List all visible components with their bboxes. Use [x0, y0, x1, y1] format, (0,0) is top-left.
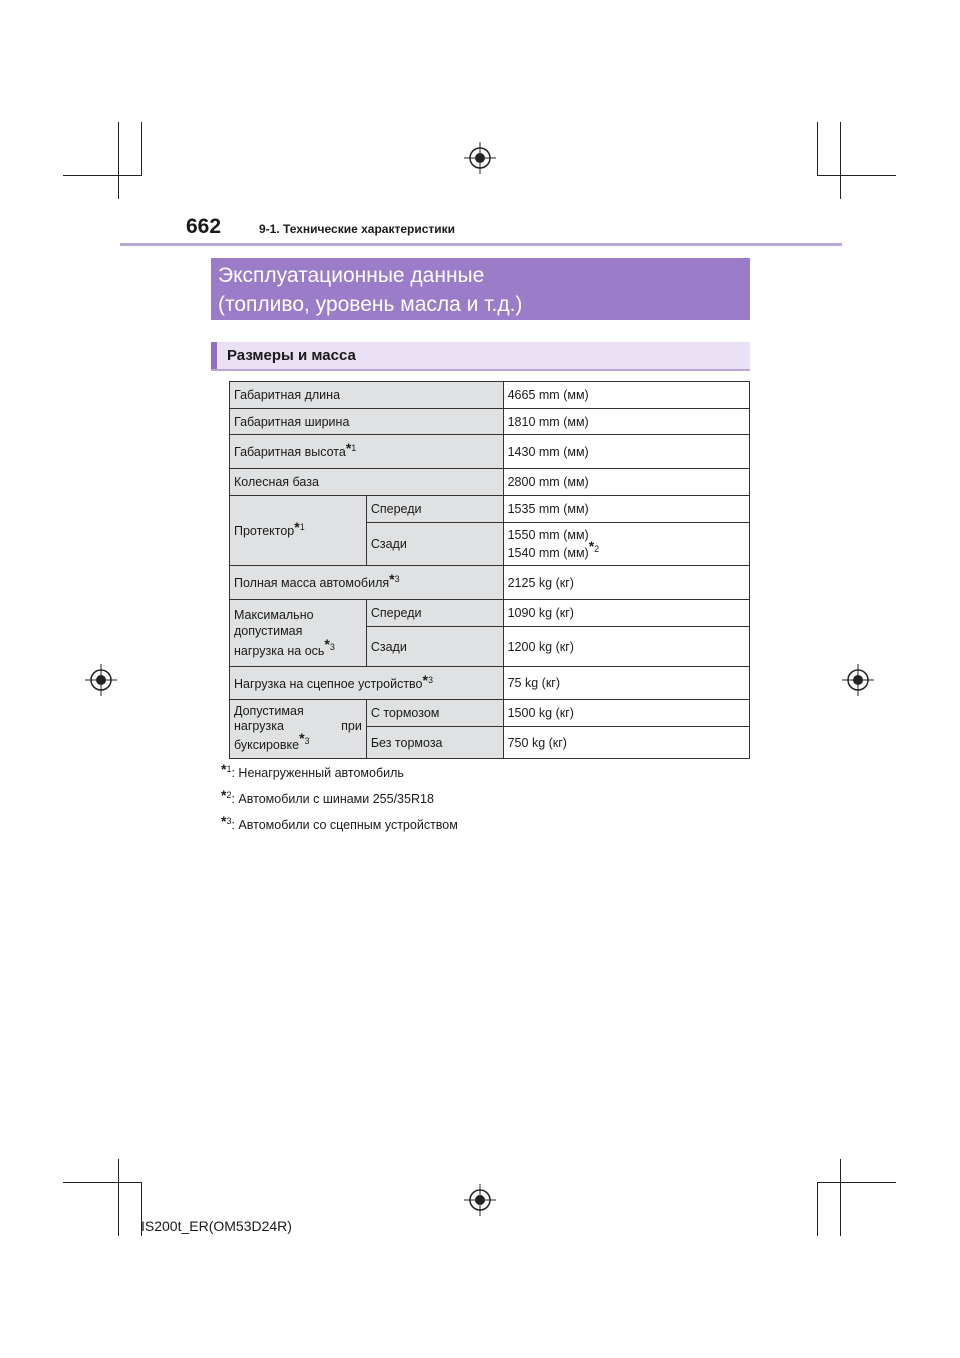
row-label: Колесная база [230, 469, 504, 496]
table-row [230, 469, 750, 496]
row-label: Допустимая нагрузка при буксировке*$^3$ [230, 700, 367, 759]
row-value: 4665 mm (мм) [503, 382, 749, 409]
footnote: *$^3$: Автомобили со сцепным устройством [221, 813, 458, 833]
row-value: 1535 mm (мм) [503, 496, 749, 523]
table-row [230, 409, 750, 435]
subsection-rule [211, 369, 750, 371]
footnote: *$^2$: Автомобили с шинами 255/35R18 [221, 787, 434, 807]
row-value: 1200 kg (кг) [503, 627, 749, 667]
row-value: 1810 mm (мм) [503, 409, 749, 435]
row-label: Габаритная высота*$^1$ [230, 435, 504, 469]
row-value: 1430 mm (мм) [503, 435, 749, 469]
page-title-line1: Эксплуатационные данные [218, 264, 485, 287]
sub-label: Сзади [366, 627, 503, 667]
sub-label: Спереди [366, 600, 503, 627]
row-label: Габаритная ширина [230, 409, 504, 435]
table-row [230, 382, 750, 409]
row-value: 1550 mm (мм) 1540 mm (мм)*$^2$ [503, 523, 749, 566]
document-code: IS200t_ER(OM53D24R) [141, 1218, 292, 1234]
row-value: 750 kg (кг) [503, 727, 749, 759]
page-title [211, 258, 750, 320]
registration-mark-icon [464, 1184, 496, 1216]
registration-mark-icon [464, 142, 496, 174]
registration-mark-icon [85, 664, 117, 696]
row-value: 1500 kg (кг) [503, 700, 749, 727]
row-value: 2800 mm (мм) [503, 469, 749, 496]
row-value: 1090 kg (кг) [503, 600, 749, 627]
subsection-title: Размеры и масса [211, 342, 750, 370]
page-number: 662 [186, 215, 222, 238]
table-row [230, 496, 750, 523]
sub-label: С тормозом [366, 700, 503, 727]
page-title-line2: (топливо, уровень масла и т.д.) [218, 293, 523, 316]
sub-label: Без тормоза [366, 727, 503, 759]
row-label: Габаритная длина [230, 382, 504, 409]
row-label: Протектор*$^1$ [230, 496, 367, 566]
footnote: *$^1$: Ненагруженный автомобиль [221, 761, 404, 781]
registration-mark-icon [842, 664, 874, 696]
row-label: Максимально допустимая нагрузка на ось*$^3$ [230, 600, 367, 667]
sub-label: Спереди [366, 496, 503, 523]
row-label: Нагрузка на сцепное устройство*$^3$ [230, 667, 504, 700]
table-row [230, 667, 750, 700]
table-row [230, 600, 750, 627]
table-row [230, 566, 750, 600]
table-row [230, 700, 750, 727]
table-row [230, 435, 750, 469]
row-label: Полная масса автомобиля*$^3$ [230, 566, 504, 600]
row-value: 75 kg (кг) [503, 667, 749, 700]
header-rule [120, 243, 842, 246]
dimensions-table [229, 381, 750, 759]
sub-label: Сзади [366, 523, 503, 566]
section-heading: 9-1. Технические характеристики [259, 222, 456, 236]
row-value: 2125 kg (кг) [503, 566, 749, 600]
